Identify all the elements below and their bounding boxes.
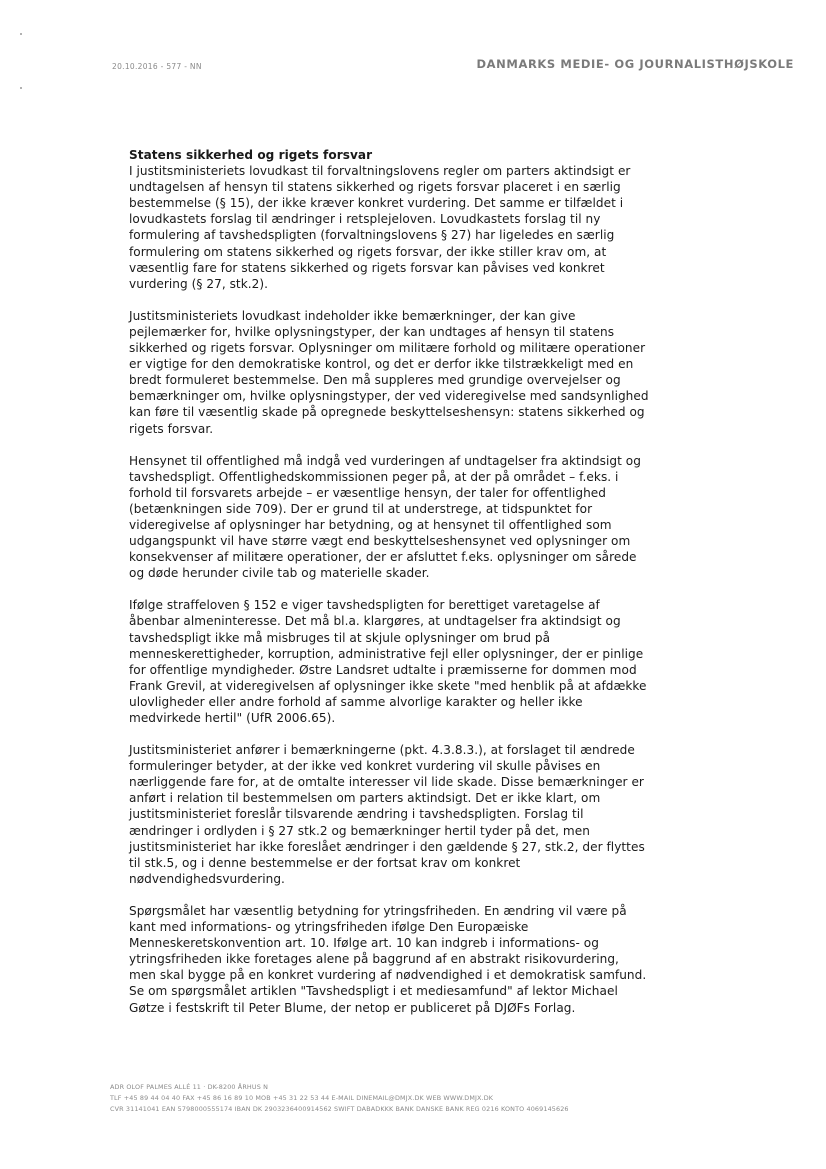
section-heading: Statens sikkerhed og rigets forsvar xyxy=(129,148,373,162)
footer-address: ADR OLOF PALMES ALLÉ 11 · DK-8200 ÅRHUS N xyxy=(110,1083,269,1091)
paragraph: Hensynet til offentlighed må indgå ved vurderingen af undtagelser fra aktindsigt og tavshedspligt. Offentlighedskommissionen peger på, at der på området – f.eks. i forhold til forsvarets arbejde – er væsentlige hensyn, der taler for offentlighed (betænkningen side 709). Der er grund til at understrege, at tidspunktet for videregivelse af oplysninger har betydning, og at hensynet til offentlighed som udgangspunkt vil have større vægt end beskyttelseshensynet ved oplysninger om konsekvenser af militære operationer, der er afsluttet f.eks. oplysninger om sårede og døde herunder civile tab og materielle skader. xyxy=(129,453,641,581)
paragraph: Ifølge straffeloven § 152 e viger tavshedspligten for berettiget varetagelse af åbenbar almeninteresse. Det må bl.a. klargøres, at undtagelser fra aktindsigt og tavshedspligt ikke må misbruges til at skjule oplysninger om brud på menneskerettigheder, korruption, administrative fejl eller oplysninger, der er pinlige for offentlige myndigheder. Østre Landsret udtalte i præmisserne for dommen mod Frank Grevil, at videregivelsen af oplysninger ikke skete "med henblik på at afdække ulovligheder eller andre forhold af samme alvorlige karakter og heller ikke medvirkede hertil" (UfR 2006.65). xyxy=(129,598,647,725)
footer-bank-details: CVR 31141041 EAN 5798000555174 IBAN DK 2903236400914562 SWIFT DABADKKK BANK DANSKE BANK REG 0216 KONTO 4069145626 xyxy=(110,1105,569,1113)
document-reference: 20.10.2016 - 577 - NN xyxy=(112,62,202,71)
scan-speck xyxy=(20,87,22,89)
organization-name: DANMARKS MEDIE- OG JOURNALISTHØJSKOLE xyxy=(476,57,794,71)
letterhead-footer xyxy=(110,1082,569,1115)
footer-contact: TLF +45 89 44 04 40 FAX +45 86 16 89 10 MOB +45 31 22 53 44 E-MAIL DINEMAIL@DMJX.DK WEB WWW.DMJX.DK xyxy=(110,1094,494,1102)
scan-speck xyxy=(20,33,22,35)
document-body xyxy=(129,147,649,1032)
paragraph: Justitsministeriets lovudkast indeholder ikke bemærkninger, der kan give pejlemærker for, hvilke oplysningstyper, der kan undtages af hensyn til statens sikkerhed og rigets forsvar. Oplysninger om militære forhold og militære operationer er vigtige for den demokratiske kontrol, og det er derfor ikke tilstrækkeligt med en bredt formuleret bestemmelse. Den må suppleres med grundige overvejelser og bemærkninger om, hvilke oplysningstyper, der ved videregivelse med sandsynlighed kan føre til væsentlig skade på opregnede beskyttelseshensyn: statens sikkerhed og rigets forsvar. xyxy=(129,308,649,436)
paragraph: I justitsministeriets lovudkast til forvaltningslovens regler om parters aktindsigt er undtagelsen af hensyn til statens sikkerhed og rigets forsvar placeret i en særlig bestemmelse (§ 15), der ikke kræver konkret vurdering. Det samme er tilfældet i lovudkastets forslag til ændringer i retsplejeloven. Lovudkastets forslag til ny formulering af tavshedspligten (forvaltningslovens § 27) har ligeledes en særlig formulering om statens sikkerhed og rigets forsvar, der ikke stiller krav om, at væsentlig fare for statens sikkerhed og rigets forsvar kan påvises ved konkret vurdering (§ 27, stk.2). xyxy=(129,164,631,291)
paragraph: Justitsministeriet anfører i bemærkningerne (pkt. 4.3.8.3.), at forslaget til ændrede formuleringer betyder, at der ikke ved konkret vurdering vil skulle påvises en nærliggende fare for, at de omtalte interesser vil lide skade. Disse bemærkninger er anført i relation til bestemmelsen om parters aktindsigt. Det er ikke klart, om justitsministeriet foreslår tilsvarende ændring i tavshedspligten. Forslag til ændringer i ordlyden i § 27 stk.2 og bemærkninger hertil tyder på det, men justitsministeriet har ikke foreslået ændringer i den gældende § 27, stk.2, der flyttes til stk.5, og i denne bestemmelse er der fortsat krav om konkret nødvendighedsvurdering. xyxy=(129,743,645,886)
paragraph: Spørgsmålet har væsentlig betydning for ytringsfriheden. En ændring vil være på kant med informations- og ytringsfriheden ifølge Den Europæiske Menneskeretskonvention art. 10. Ifølge art. 10 kan indgreb i informations- og ytringsfriheden ikke foretages alene på baggrund af en abstrakt risikovurdering, men skal bygge på en konkret vurdering af nødvendighed i et demokratisk samfund. Se om spørgsmålet artiklen "Tavshedspligt i et mediesamfund" af lektor Michael Gøtze i festskrift til Peter Blume, der netop er publiceret på DJØFs Forlag. xyxy=(129,903,647,1015)
